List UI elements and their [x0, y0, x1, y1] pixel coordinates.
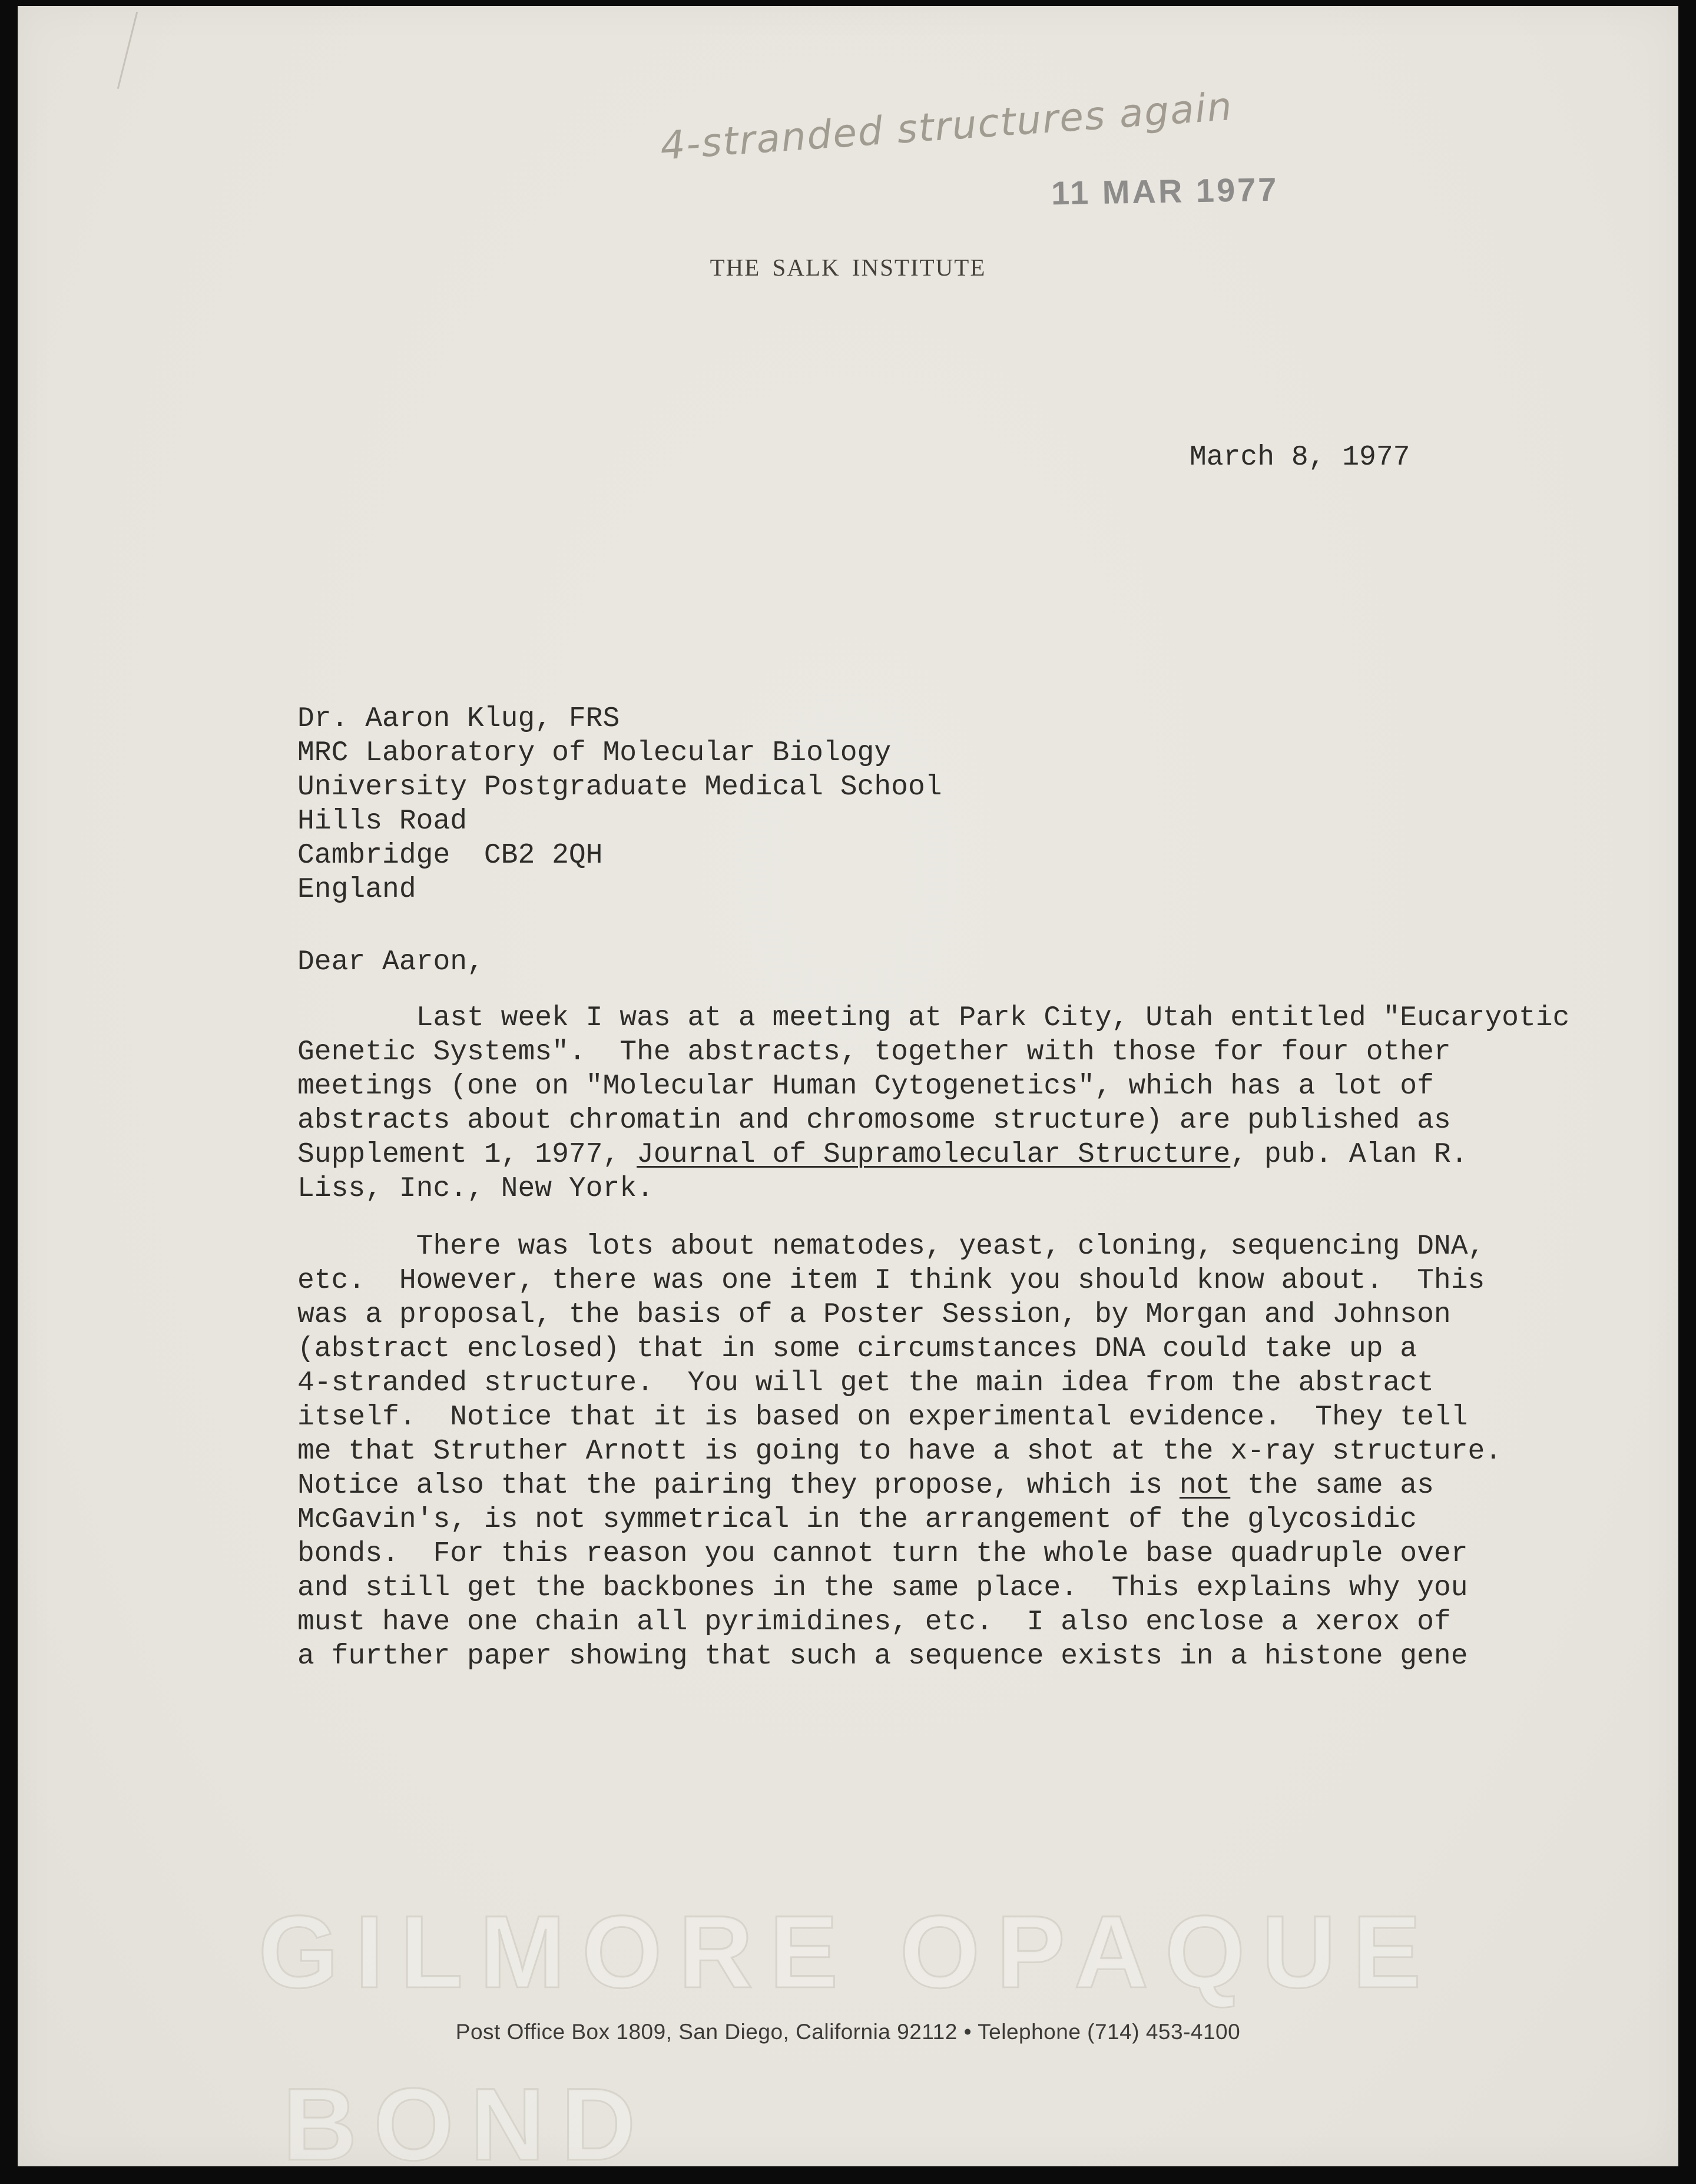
body-text-line	[297, 1035, 1569, 1069]
body-text-line	[297, 1503, 1502, 1537]
text-segment: (abstract enclosed) that in some circumstances DNA could take up a	[297, 1333, 1417, 1365]
body-text-line	[297, 1332, 1502, 1366]
body-text-line	[297, 1537, 1502, 1571]
text-segment: itself. Notice that it is based on experimental evidence. They tell	[297, 1401, 1468, 1433]
paragraph-1	[297, 1001, 1569, 1206]
address-line: Cambridge CB2 2QH	[297, 840, 603, 871]
text-segment: Liss, Inc., New York.	[297, 1173, 654, 1205]
address-line: England	[297, 874, 416, 906]
paper-watermark-line1: GILMORE OPAQUE	[258, 1895, 1438, 2010]
text-segment: was a proposal, the basis of a Poster Session, by Morgan and Johnson	[297, 1299, 1451, 1331]
text-segment: Last week I was at a meeting at Park City, Utah entitled "Eucaryotic	[297, 1002, 1570, 1034]
recipient-address	[297, 702, 942, 907]
body-text-line	[297, 1400, 1502, 1434]
body-text-line	[297, 1434, 1502, 1469]
date-received-stamp: 11 MAR 1977	[1051, 170, 1279, 212]
body-text-line	[297, 1138, 1569, 1172]
paragraph-2	[297, 1229, 1502, 1673]
salutation: Dear Aaron,	[297, 946, 484, 978]
footer-address-line: Post Office Box 1809, San Diego, California 92112 • Telephone (714) 453-4100	[455, 2020, 1241, 2044]
body-text-line	[297, 1069, 1569, 1103]
text-segment: etc. However, there was one item I think you should know about. This	[297, 1265, 1485, 1297]
underlined-text: Journal of Supramolecular Structure	[637, 1139, 1231, 1171]
body-text-line	[297, 1298, 1502, 1332]
letter-date: March 8, 1977	[1190, 442, 1410, 473]
text-segment: There was lots about nematodes, yeast, cloning, sequencing DNA,	[297, 1231, 1485, 1262]
text-segment: 4-stranded structure. You will get the main idea from the abstract	[297, 1367, 1434, 1399]
address-line: MRC Laboratory of Molecular Biology	[297, 737, 892, 769]
text-segment: a further paper showing that such a sequence exists in a histone gene	[297, 1641, 1468, 1672]
body-text-line	[297, 1229, 1502, 1264]
text-segment: meetings (one on "Molecular Human Cytogenetics", which has a lot of	[297, 1071, 1434, 1102]
body-text-line	[297, 1571, 1502, 1605]
text-segment: bonds. For this reason you cannot turn the whole base quadruple over	[297, 1538, 1468, 1570]
underlined-text: not	[1179, 1470, 1231, 1502]
handwritten-annotation: 4-stranded structures again	[658, 83, 1234, 169]
body-text-line	[297, 1605, 1502, 1639]
letterhead-title: THE SALK INSTITUTE	[710, 254, 986, 281]
paper-watermark-line2: BOND	[283, 2067, 652, 2182]
text-segment: abstracts about chromatin and chromosome structure) are published as	[297, 1105, 1451, 1136]
text-segment: Notice also that the pairing they propose, which is	[297, 1470, 1180, 1502]
text-segment: McGavin's, is not symmetrical in the arrangement of the glycosidic	[297, 1504, 1417, 1536]
body-text-line	[297, 1639, 1502, 1673]
text-segment: Genetic Systems". The abstracts, together with those for four other	[297, 1036, 1451, 1068]
text-segment: Supplement 1, 1977,	[297, 1139, 637, 1171]
body-text-line	[297, 1264, 1502, 1298]
text-segment: , pub. Alan R.	[1230, 1139, 1468, 1171]
text-segment: and still get the backbones in the same place. This explains why you	[297, 1572, 1468, 1604]
address-line: University Postgraduate Medical School	[297, 771, 942, 803]
body-text-line	[297, 1001, 1569, 1035]
body-text-line	[297, 1103, 1569, 1138]
pencil-stroke-mark	[117, 12, 138, 90]
text-segment: me that Struther Arnott is going to have a shot at the x-ray structure.	[297, 1436, 1502, 1467]
text-segment: the same as	[1230, 1470, 1434, 1502]
body-text-line	[297, 1469, 1502, 1503]
text-segment: must have one chain all pyrimidines, etc. I also enclose a xerox of	[297, 1606, 1451, 1638]
letter-page	[18, 6, 1678, 2182]
body-text-line	[297, 1172, 1569, 1206]
body-text-line	[297, 1366, 1502, 1400]
address-line: Dr. Aaron Klug, FRS	[297, 703, 620, 735]
address-line: Hills Road	[297, 806, 468, 837]
